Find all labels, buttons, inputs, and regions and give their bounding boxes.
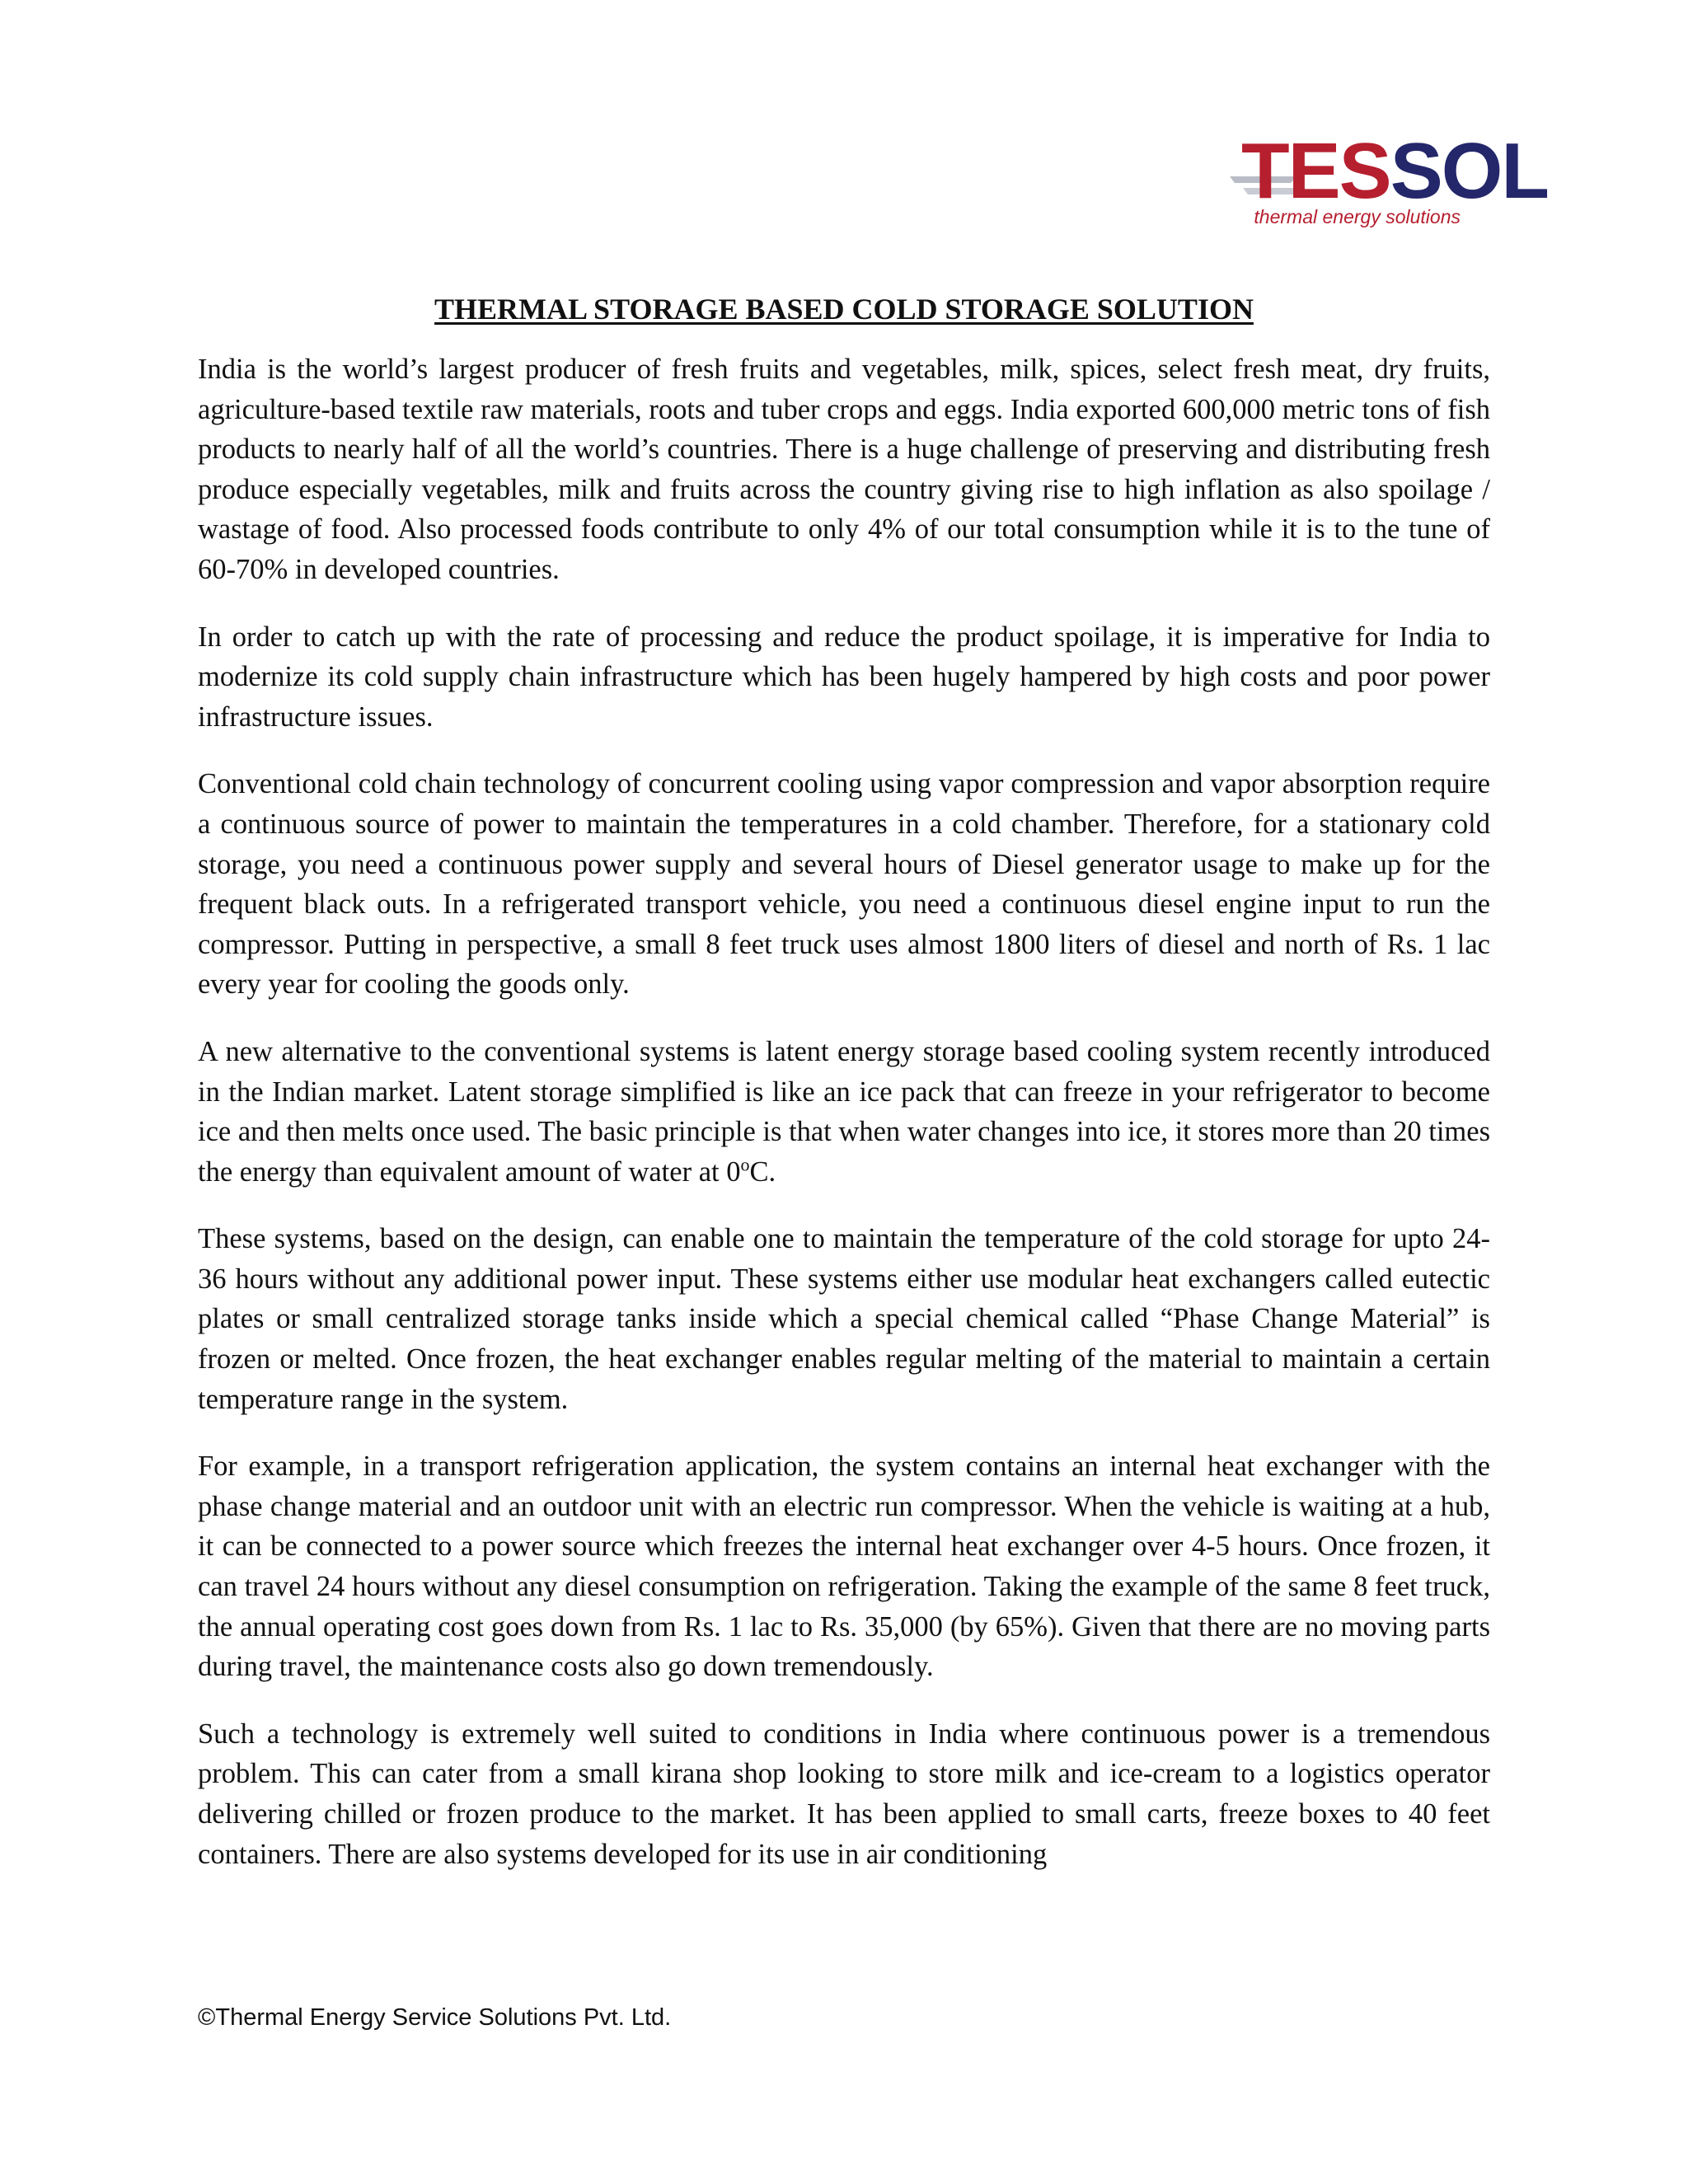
logo-text-red: TES xyxy=(1241,127,1390,215)
document-body xyxy=(198,288,1490,1901)
paragraph-1: India is the world’s largest producer of fresh fruits and vegetables, milk, spices, select fresh meat, dry fruits, agriculture-based textile raw materials, roots and tuber crops and eggs. India exported 600,000 metric tons of fish products to nearly half of all the world’s countries. There is a huge challenge of preserving and distributing fresh produce especially vegetables, milk and fruits across the country giving rise to high inflation as also spoilage / wastage of food. Also processed foods contribute to only 4% of our total consumption while it is to the tune of 60-70% in developed countries. xyxy=(198,354,1490,585)
paragraph-4-end: C. xyxy=(749,1155,776,1188)
logo-wordmark xyxy=(1241,127,1549,215)
paragraph-3: Conventional cold chain technology of concurrent cooling using vapor compression and vapor absorption require a continuous source of power to maintain the temperatures in a cold chamber. Therefore, for a stationary cold storage, you need a continuous power supply and several hours of Diesel generator usage to make up for the frequent black outs. In a refrigerated transport vehicle, you need a continuous diesel engine input to run the compressor. Putting in perspective, a small 8 feet truck uses almost 1800 liters of diesel and north of Rs. 1 lac every year for cooling the goods only. xyxy=(198,768,1490,1001)
logo-tagline: thermal energy solutions xyxy=(1254,206,1461,227)
tessol-logo xyxy=(1226,127,1549,231)
degree-superscript: o xyxy=(740,1154,750,1175)
logo-text-blue: SOL xyxy=(1390,127,1549,215)
paragraph-6: For example, in a transport refrigeration application, the system contains an internal heat exchanger with the phase change material and an outdoor unit with an electric run compressor. When the vehicle is waiting at a hub, it can be connected to a power source which freezes the internal heat exchanger over 4-5 hours. Once frozen, it can travel 24 hours without any diesel consumption on refrigeration. Taking the example of the same 8 feet truck, the annual operating cost goes down from Rs. 1 lac to Rs. 35,000 (by 65%). Given that there are no moving parts during travel, the maintenance costs also go down tremendously. xyxy=(198,1451,1490,1683)
page-title: THERMAL STORAGE BASED COLD STORAGE SOLUTION xyxy=(434,293,1254,326)
paragraph-4 xyxy=(198,1032,1490,1192)
paragraph-5: These systems, based on the design, can enable one to maintain the temperature of the cold storage for upto 24-36 hours without any additional power input. These systems either use modular heat exchangers called eutectic plates or small centralized storage tanks inside which a special chemical called “Phase Change Material” is frozen or melted. Once frozen, the heat exchanger enables regular melting of the material to maintain a certain temperature range in the system. xyxy=(198,1223,1490,1415)
footer-copyright: ©Thermal Energy Service Solutions Pvt. Ltd. xyxy=(198,2004,672,2031)
paragraph-4-text: A new alternative to the conventional systems is latent energy storage based cooling system recently introduced in the Indian market. Latent storage simplified is like an ice pack that can freeze in your refrigerator to become ice and then melts once used. The basic principle is that when water changes into ice, it stores more than 20 times the energy than equivalent amount of water at 0 xyxy=(198,1035,1490,1188)
paragraph-2: In order to catch up with the rate of processing and reduce the product spoilage, it is imperative for India to modernize its cold supply chain infrastructure which has been hugely hampered by high costs and poor power infrastructure issues. xyxy=(198,621,1490,733)
paragraph-7: Such a technology is extremely well suited to conditions in India where continuous power is a tremendous problem. This can cater from a small kirana shop looking to store milk and ice-cream to a logistics operator delivering chilled or frozen produce to the market. It has been applied to small carts, freeze boxes to 40 feet containers. There are also systems developed for its use in air conditioning xyxy=(198,1718,1490,1870)
